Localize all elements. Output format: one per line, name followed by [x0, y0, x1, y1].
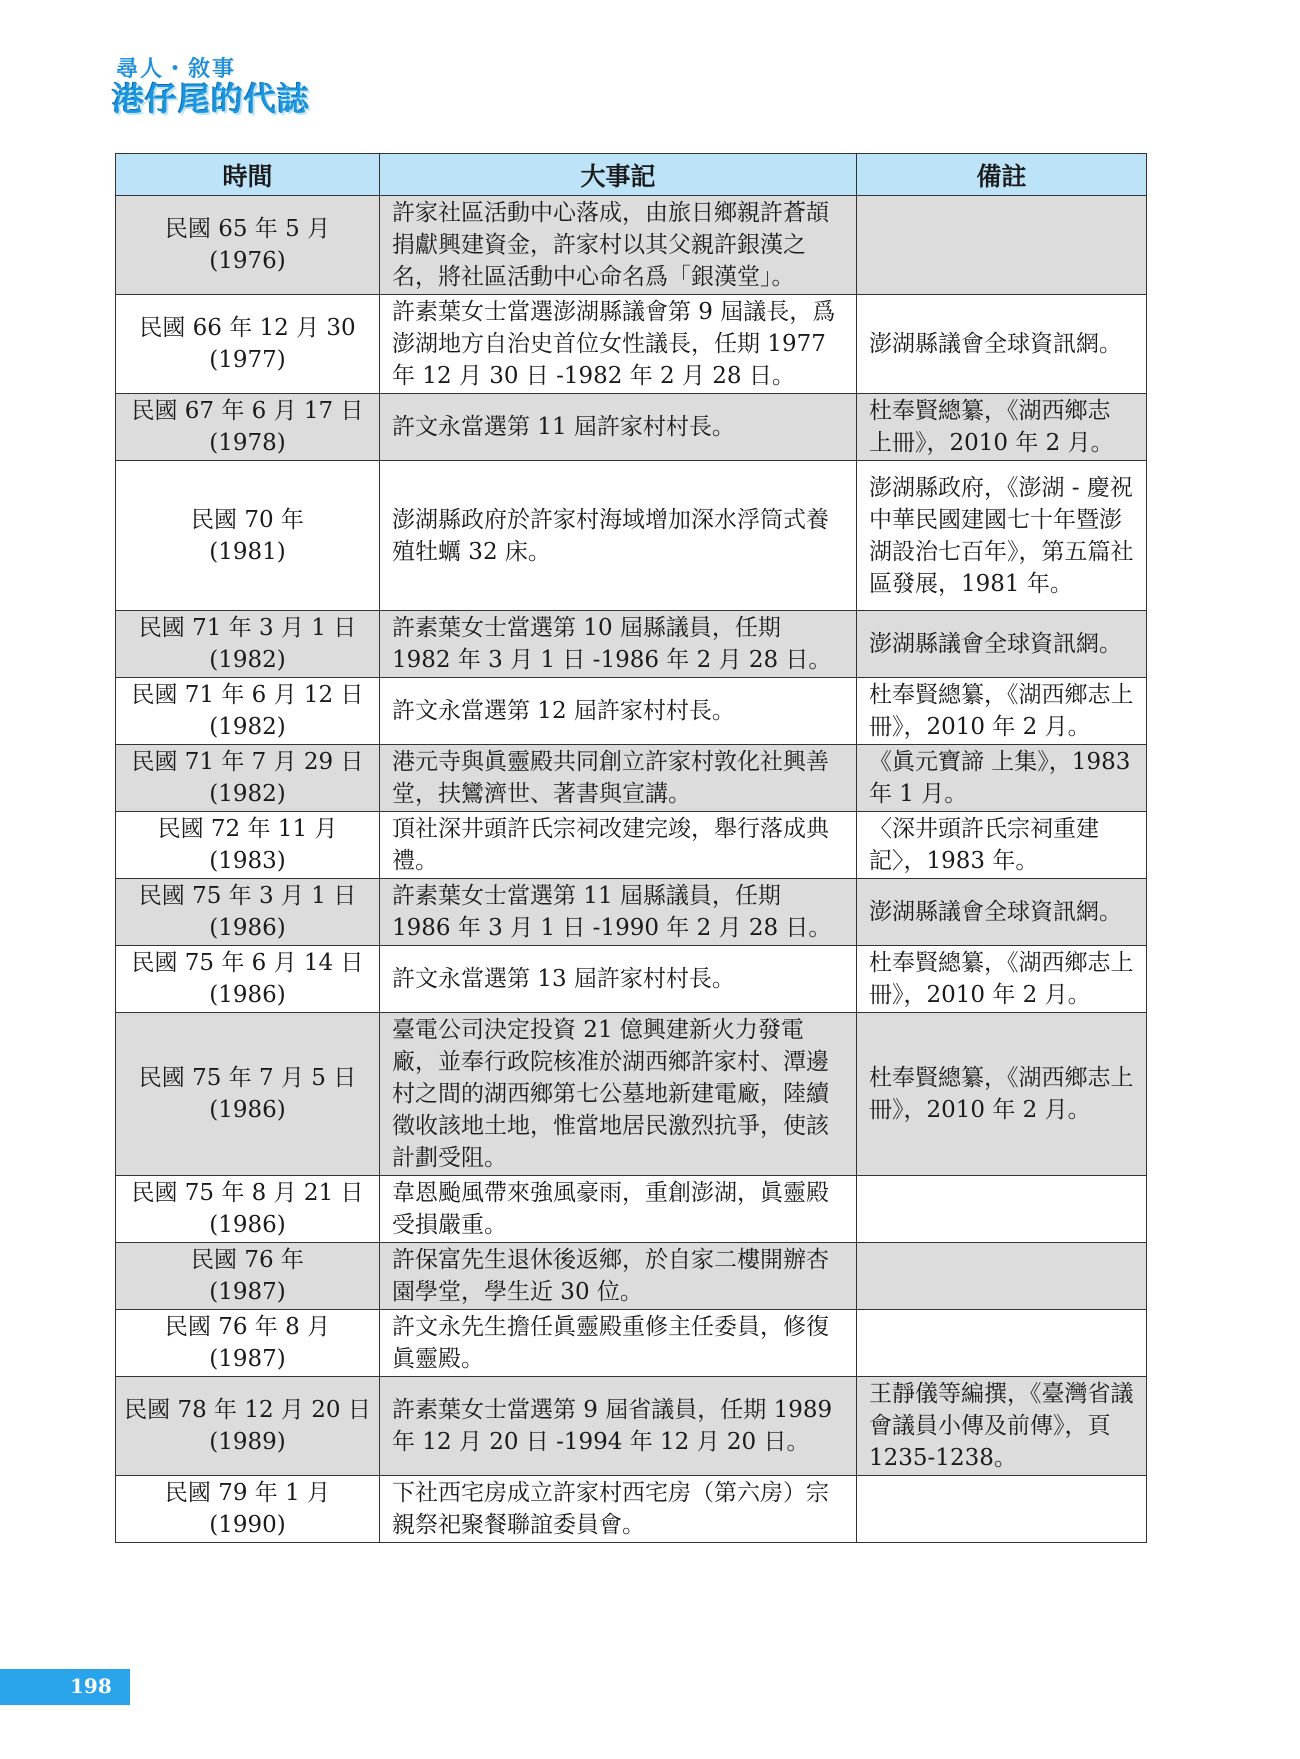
event-date: 民國 71 年 7 月 29 日 — [131, 749, 364, 775]
table-row — [116, 1310, 1147, 1377]
event-year: (1986) — [209, 915, 286, 941]
cell-note: 杜奉賢總纂，《湖西鄉志上冊》，2010 年 2 月。 — [857, 946, 1147, 1013]
table-row — [116, 678, 1147, 745]
event-year: (1990) — [209, 1512, 286, 1538]
event-date: 民國 75 年 3 月 1 日 — [138, 883, 357, 909]
cell-event: 臺電公司決定投資 21 億興建新火力發電廠，並奉行政院核准於湖西鄉許家村、潭邊村之間的湖西鄉第七公墓地新建電廠，陸續徵收該地土地，惟當地居民激烈抗爭，使該計劃受阻。 — [380, 1013, 857, 1176]
cell-note — [857, 1476, 1147, 1543]
table-row — [116, 879, 1147, 946]
event-year: (1978) — [209, 430, 286, 456]
book-title: 港仔尾的代誌 — [112, 80, 311, 118]
table-row — [116, 946, 1147, 1013]
book-header — [112, 52, 372, 118]
cell-time — [116, 1013, 380, 1176]
event-year: (1987) — [209, 1279, 286, 1305]
event-date: 民國 75 年 6 月 14 日 — [131, 950, 364, 976]
event-date: 民國 72 年 11 月 — [157, 816, 338, 842]
cell-note: 杜奉賢總纂，《湖西鄉志 上冊》，2010 年 2 月。 — [857, 394, 1147, 461]
cell-time — [116, 1176, 380, 1243]
event-year: (1987) — [209, 1346, 286, 1372]
cell-time — [116, 879, 380, 946]
table-row — [116, 1476, 1147, 1543]
cell-note — [857, 196, 1147, 295]
cell-event: 港元寺與眞靈殿共同創立許家村敦化社興善堂，扶鸞濟世、著書與宣講。 — [380, 745, 857, 812]
table-row — [116, 295, 1147, 394]
table-header-row — [116, 154, 1147, 196]
event-date: 民國 71 年 3 月 1 日 — [138, 615, 357, 641]
page-number: 198 — [70, 1674, 112, 1698]
cell-time — [116, 678, 380, 745]
table-row — [116, 611, 1147, 678]
cell-event: 許文永先生擔任眞靈殿重修主任委員，修復眞靈殿。 — [380, 1310, 857, 1377]
event-date: 民國 66 年 12 月 30 — [139, 315, 356, 341]
cell-time — [116, 1377, 380, 1476]
table-row — [116, 196, 1147, 295]
cell-event: 許家社區活動中心落成，由旅日鄉親許蒼頡捐獻興建資金，許家村以其父親許銀漢之名，將社區活動中心命名爲「銀漢堂」。 — [380, 196, 857, 295]
cell-time — [116, 461, 380, 611]
event-year: (1982) — [209, 781, 286, 807]
cell-note: 澎湖縣政府，《澎湖 - 慶祝中華民國建國七十年暨澎湖設治七百年》，第五篇社區發展，1981 年。 — [857, 461, 1147, 611]
table-row — [116, 812, 1147, 879]
cell-event: 頂社深井頭許氏宗祠改建完竣，舉行落成典禮。 — [380, 812, 857, 879]
event-year: (1976) — [209, 248, 286, 274]
table-row — [116, 461, 1147, 611]
event-year: (1982) — [209, 647, 286, 673]
cell-event: 許文永當選第 11 屆許家村村長。 — [380, 394, 857, 461]
cell-event: 許素葉女士當選第 10 屆縣議員，任期 1982 年 3 月 1 日 -1986 年 2 月 28 日。 — [380, 611, 857, 678]
event-year: (1982) — [209, 714, 286, 740]
cell-note: 杜奉賢總纂，《湖西鄉志上冊》，2010 年 2 月。 — [857, 678, 1147, 745]
cell-time — [116, 394, 380, 461]
cell-event: 許保富先生退休後返鄉，於自家二樓開辦杏園學堂，學生近 30 位。 — [380, 1243, 857, 1310]
event-date: 民國 67 年 6 月 17 日 — [131, 398, 364, 424]
column-header-time: 時間 — [116, 154, 380, 196]
cell-time — [116, 196, 380, 295]
cell-time — [116, 1243, 380, 1310]
event-year: (1986) — [209, 982, 286, 1008]
cell-time — [116, 812, 380, 879]
table-row — [116, 1013, 1147, 1176]
table-row — [116, 394, 1147, 461]
cell-note — [857, 1310, 1147, 1377]
cell-note: 《眞元寶諦 上集》，1983 年 1 月。 — [857, 745, 1147, 812]
cell-note: 〈深井頭許氏宗祠重建記〉，1983 年。 — [857, 812, 1147, 879]
cell-time — [116, 745, 380, 812]
cell-event: 許素葉女士當選第 11 屆縣議員，任期 1986 年 3 月 1 日 -1990 年 2 月 28 日。 — [380, 879, 857, 946]
cell-event: 許素葉女士當選澎湖縣議會第 9 屆議長，爲澎湖地方自治史首位女性議長，任期 1977 年 12 月 30 日 -1982 年 2 月 28 日。 — [380, 295, 857, 394]
cell-time — [116, 1476, 380, 1543]
cell-event: 澎湖縣政府於許家村海域增加深水浮筒式養殖牡蠣 32 床。 — [380, 461, 857, 611]
cell-note: 杜奉賢總纂，《湖西鄉志上冊》，2010 年 2 月。 — [857, 1013, 1147, 1176]
cell-note — [857, 1176, 1147, 1243]
event-year: (1986) — [209, 1097, 286, 1123]
table-row — [116, 1377, 1147, 1476]
table-row — [116, 1243, 1147, 1310]
column-header-note: 備註 — [857, 154, 1147, 196]
cell-event: 韋恩颱風帶來強風豪雨，重創澎湖，眞靈殿受損嚴重。 — [380, 1176, 857, 1243]
cell-note: 王靜儀等編撰，《臺灣省議會議員小傳及前傳》，頁 1235-1238。 — [857, 1377, 1147, 1476]
event-year: (1986) — [209, 1212, 286, 1238]
series-title: 尋人・敘事 — [116, 57, 237, 82]
event-year: (1983) — [209, 848, 286, 874]
cell-note: 澎湖縣議會全球資訊網。 — [857, 879, 1147, 946]
cell-event: 許文永當選第 12 屆許家村村長。 — [380, 678, 857, 745]
event-date: 民國 79 年 1 月 — [164, 1480, 331, 1506]
cell-time — [116, 946, 380, 1013]
page-number-tab — [0, 1669, 130, 1705]
cell-time — [116, 611, 380, 678]
event-date: 民國 78 年 12 月 20 日 — [124, 1397, 371, 1423]
event-date: 民國 76 年 8 月 — [164, 1314, 331, 1340]
event-date: 民國 65 年 5 月 — [164, 216, 331, 242]
event-date: 民國 75 年 8 月 21 日 — [131, 1180, 364, 1206]
cell-note — [857, 1243, 1147, 1310]
event-date: 民國 71 年 6 月 12 日 — [131, 682, 364, 708]
cell-note: 澎湖縣議會全球資訊網。 — [857, 611, 1147, 678]
event-date: 民國 70 年 — [191, 506, 304, 533]
event-year: (1977) — [209, 347, 286, 373]
cell-time — [116, 295, 380, 394]
chronology-table — [115, 153, 1147, 1543]
table-row — [116, 1176, 1147, 1243]
event-date: 民國 76 年 — [191, 1247, 304, 1273]
cell-event: 下社西宅房成立許家村西宅房（第六房）宗親祭祀聚餐聯誼委員會。 — [380, 1476, 857, 1543]
event-year: (1989) — [209, 1429, 286, 1455]
table-row — [116, 745, 1147, 812]
event-date: 民國 75 年 7 月 5 日 — [138, 1065, 357, 1091]
cell-note: 澎湖縣議會全球資訊網。 — [857, 295, 1147, 394]
event-year: (1981) — [209, 538, 286, 565]
cell-event: 許文永當選第 13 屆許家村村長。 — [380, 946, 857, 1013]
cell-time — [116, 1310, 380, 1377]
cell-event: 許素葉女士當選第 9 屆省議員，任期 1989 年 12 月 20 日 -1994 年 12 月 20 日。 — [380, 1377, 857, 1476]
column-header-event: 大事記 — [380, 154, 857, 196]
